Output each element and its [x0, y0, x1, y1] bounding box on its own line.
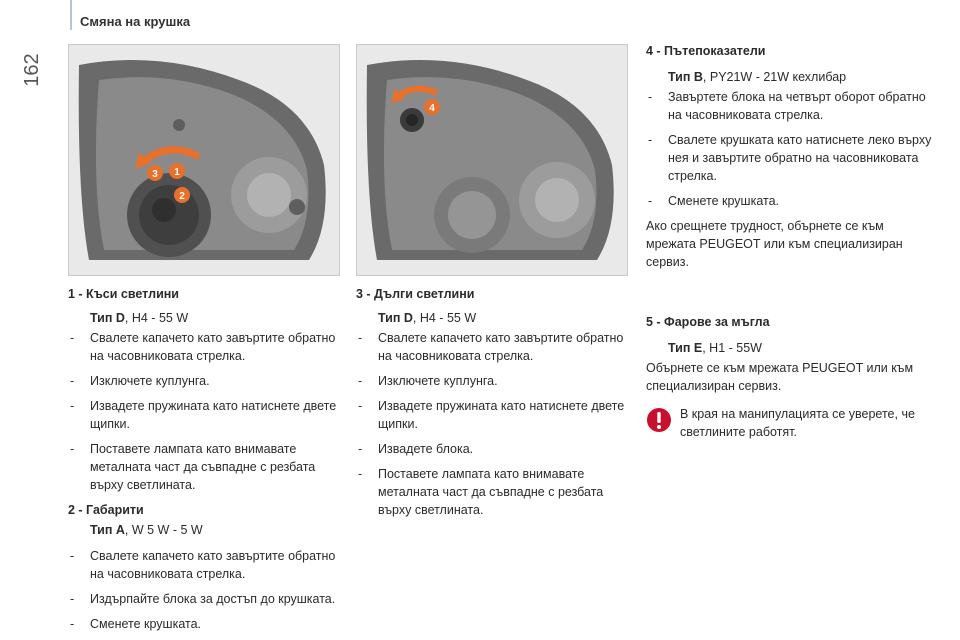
type-indicators: Тип B, PY21W - 21W кехлибар	[668, 70, 847, 84]
column-1	[68, 285, 338, 640]
step: - Свалете капачето като завъртите обратно на часовниковата стрелка.	[70, 331, 336, 363]
warning-box	[646, 405, 936, 441]
type-fog: Тип E, H1 - 55W	[668, 341, 762, 355]
svg-text:4: 4	[429, 103, 435, 114]
step: - Поставете лампата като внимавате металната част да съвпадне с резбата върху светлината.	[70, 442, 316, 492]
step: - Сменете крушката.	[648, 194, 780, 208]
svg-text:3: 3	[152, 169, 158, 180]
step: - Изключете куплунга.	[70, 374, 210, 388]
callout-3	[147, 165, 163, 181]
step: - Поставете лампата като внимавате металната част да съвпадне с резбата върху светлината.	[358, 467, 604, 517]
callout-4	[424, 99, 440, 115]
note-fog: Обърнете се към мрежата PEUGEOT или към специализиран сервиз.	[646, 361, 914, 393]
step: - Сменете крушката.	[70, 617, 202, 631]
callout-2	[174, 187, 190, 203]
step: - Извадете блока.	[358, 442, 474, 456]
type-high-beam: Тип D, H4 - 55 W	[378, 311, 477, 325]
step: - Изключете куплунга.	[358, 374, 498, 388]
type-sidelamps: Тип A, W 5 W - 5 W	[90, 523, 203, 537]
heading-fog: 5 - Фарове за мъгла	[646, 315, 770, 329]
step: - Свалете капачето като завъртите обратно на часовниковата стрелка.	[70, 549, 336, 581]
step: - Свалете крушката като натиснете леко върху нея и завъртите обратно на часовниковата стрелка.	[648, 133, 932, 183]
svg-text:2: 2	[179, 191, 185, 202]
heading-sidelamps: 2 - Габарити	[68, 503, 144, 517]
column-3	[646, 42, 936, 441]
type-low-beam: Тип D, H4 - 55 W	[90, 311, 189, 325]
warning-icon	[646, 407, 672, 433]
warning-text: В края на манипулацията се уверете, че светлините работят.	[680, 407, 915, 439]
step: - Извадете пружината като натиснете двете щипки.	[358, 399, 625, 431]
heading-low-beam: 1 - Къси светлини	[68, 287, 179, 301]
step: - Свалете капачето като завъртите обратно на часовниковата стрелка.	[358, 331, 624, 363]
column-2	[356, 285, 626, 526]
callout-1	[169, 163, 185, 179]
section-title: Смяна на крушка	[80, 14, 191, 29]
svg-text:1: 1	[174, 167, 180, 178]
heading-indicators: 4 - Пътепоказатели	[646, 44, 766, 58]
note-indicators: Ако срещнете трудност, обърнете се към мрежата PEUGEOT или към специализиран сервиз.	[646, 219, 903, 269]
step: - Извадете пружината като натиснете двете щипки.	[70, 399, 337, 431]
headlamp-figure-2	[356, 44, 628, 276]
step: - Издърпайте блока за достъп до крушката.	[70, 592, 336, 606]
page-number: 162	[21, 53, 43, 87]
side-bar	[70, 0, 72, 30]
headlamp-figure-1	[68, 44, 340, 276]
step: - Завъртете блока на четвърт оборот обратно на часовниковата стрелка.	[648, 90, 926, 122]
heading-high-beam: 3 - Дълги светлини	[356, 287, 475, 301]
